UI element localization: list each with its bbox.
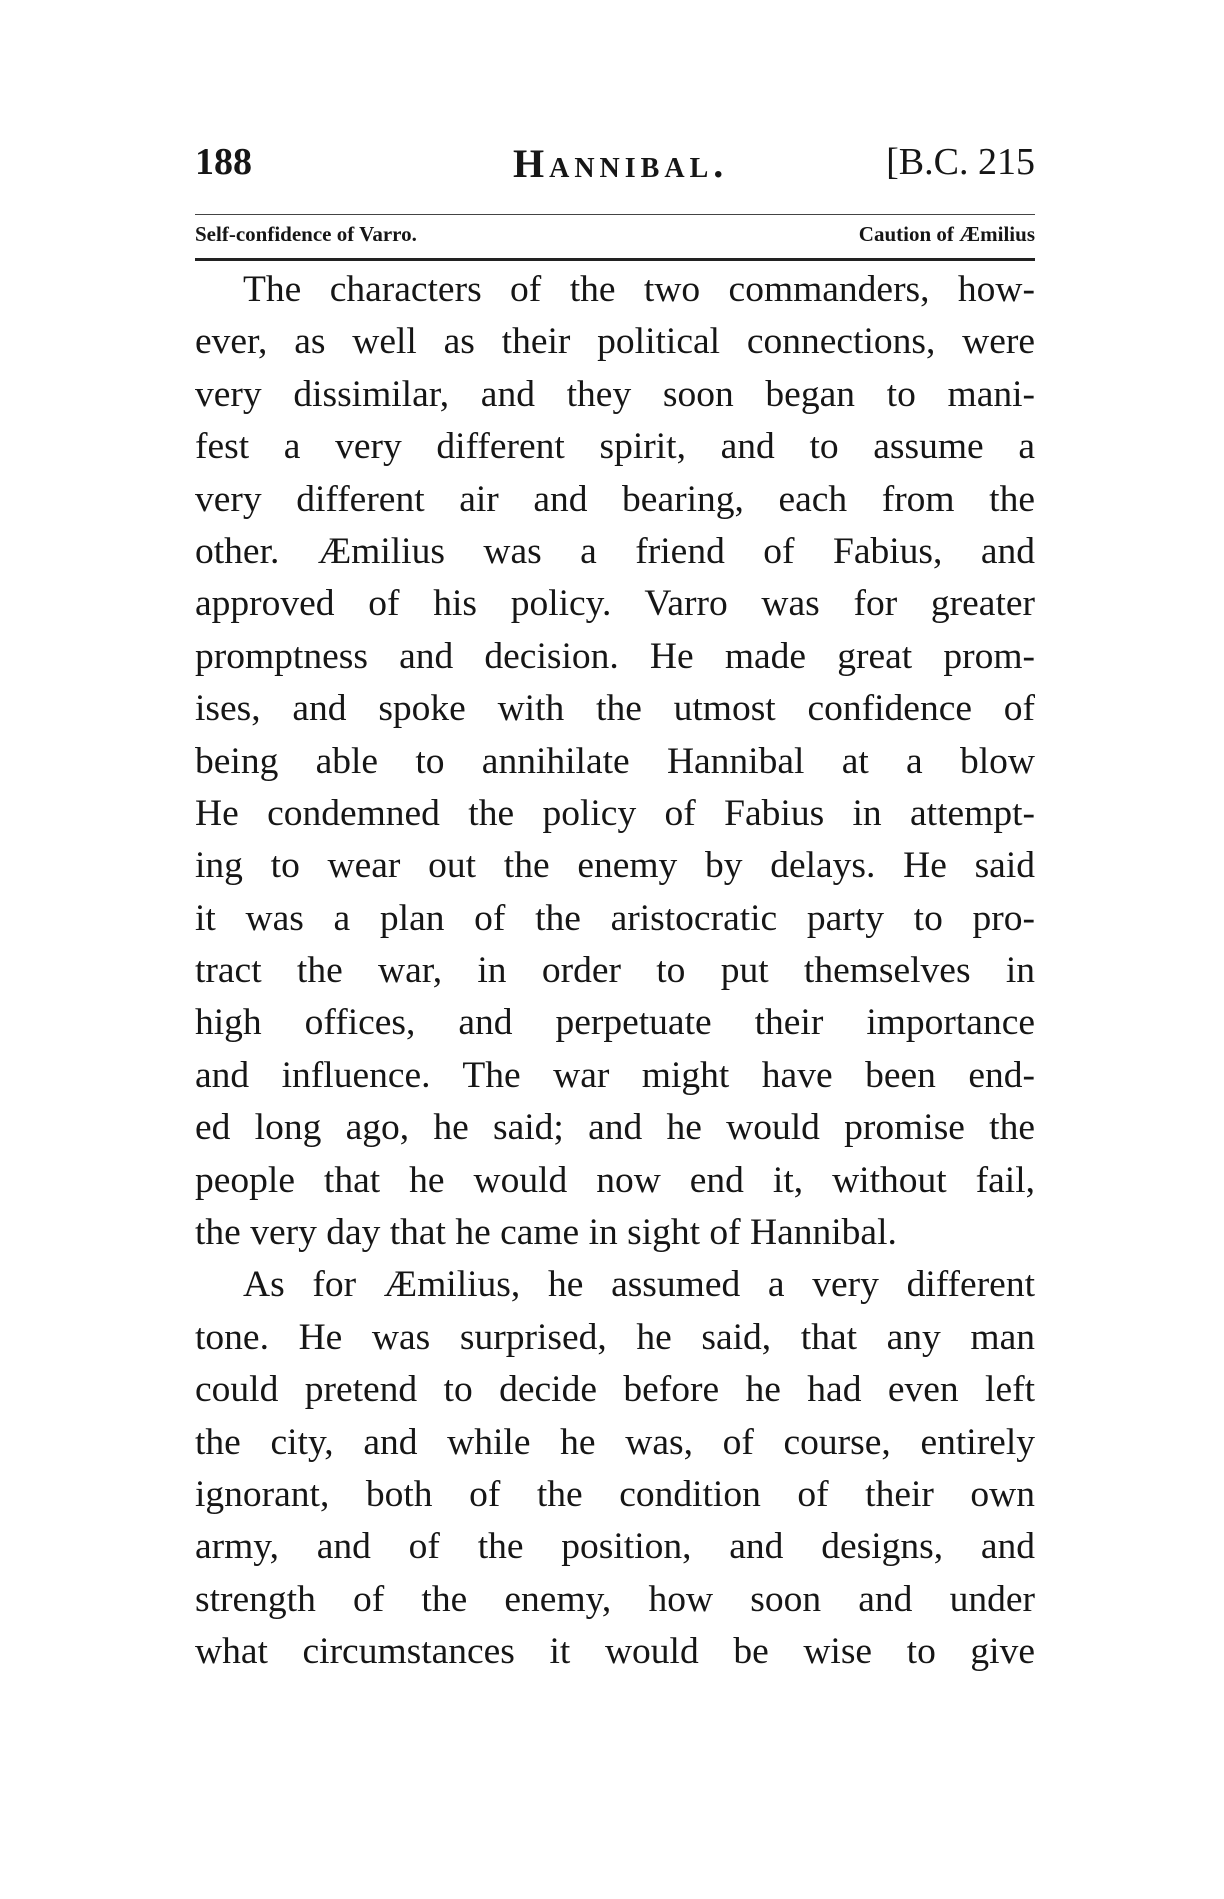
text-line: ises, and spoke with the utmost confidence of [195, 688, 1035, 730]
text-line: fest a very different spirit, and to assume a [195, 426, 1035, 468]
text-line: what circumstances it would be wise to give [195, 1631, 1035, 1673]
page-number: 188 [195, 141, 252, 183]
text-line: strength of the enemy, how soon and under [195, 1578, 1035, 1620]
text-line: the very day that he came in sight of Hannibal. [195, 1212, 897, 1254]
text-line: ignorant, both of the condition of their own [195, 1473, 1035, 1515]
text-line: tone. He was surprised, he said, that any man [195, 1316, 1035, 1358]
text-line: The characters of the two commanders, how- [243, 269, 1035, 310]
text-line: the city, and while he was, of course, entirely [195, 1421, 1035, 1463]
header-rule [195, 214, 1035, 215]
text-line: very dissimilar, and they soon began to mani- [195, 373, 1035, 415]
text-line: could pretend to decide before he had even left [195, 1369, 1035, 1411]
text-line: promptness and decision. He made great prom- [195, 635, 1035, 677]
book-title: Hannibal. [513, 141, 729, 186]
text-line: high offices, and perpetuate their importance [195, 1002, 1035, 1044]
date-reference: [B.C. 215 [886, 141, 1035, 183]
text-line: ing to wear out the enemy by delays. He said [195, 845, 1035, 887]
text-line: very different air and bearing, each from the [195, 478, 1035, 520]
text-line: people that he would now end it, without fail, [195, 1159, 1035, 1201]
text-line: ed long ago, he said; and he would promise the [195, 1107, 1035, 1149]
text-line: ever, as well as their political connections, were [195, 321, 1035, 363]
text-line: and influence. The war might have been end- [195, 1054, 1035, 1096]
text-line: other. Æmilius was a friend of Fabius, and [195, 530, 1035, 572]
shoulder-note-right: Caution of Æmilius [858, 222, 1035, 246]
text-line: it was a plan of the aristocratic party to pro- [195, 897, 1035, 939]
running-head [195, 140, 1035, 200]
text-line: being able to annihilate Hannibal at a blow [195, 740, 1035, 782]
body-text [195, 264, 1035, 1679]
text-line: He condemned the policy of Fabius in attempt- [195, 792, 1035, 834]
text-line: approved of his policy. Varro was for greater [195, 583, 1035, 625]
shoulder-rule [195, 258, 1035, 261]
text-line: As for Æmilius, he assumed a very different [243, 1264, 1035, 1306]
text-line: army, and of the position, and designs, and [195, 1526, 1035, 1568]
shoulder-note-left: Self-confidence of Varro. [195, 222, 417, 246]
shoulder-notes [195, 222, 1035, 252]
text-line: tract the war, in order to put themselves in [195, 950, 1035, 992]
